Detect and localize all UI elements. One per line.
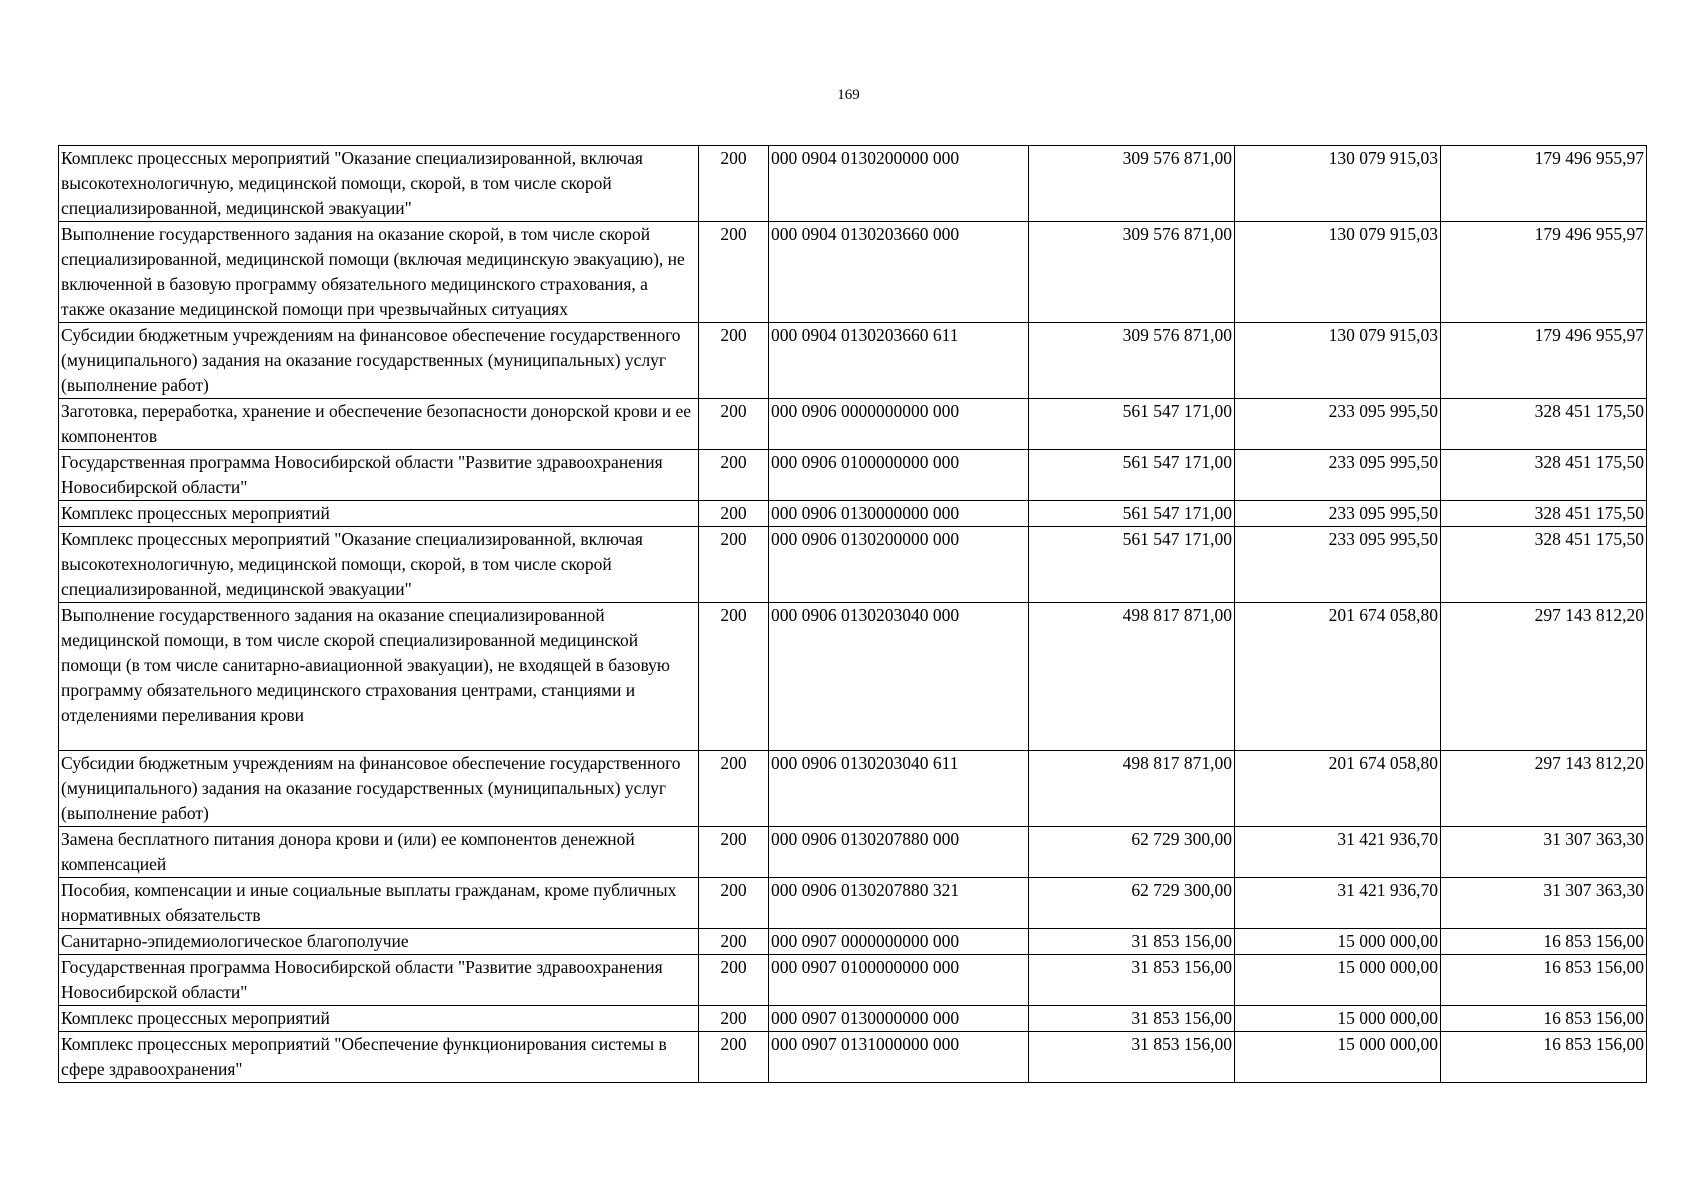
row-code: 200 xyxy=(699,222,769,323)
row-unexecuted: 328 451 175,50 xyxy=(1441,450,1647,501)
row-approved: 498 817 871,00 xyxy=(1029,751,1235,827)
row-unexecuted: 16 853 156,00 xyxy=(1441,955,1647,1006)
table-row xyxy=(59,955,1647,1006)
row-code: 200 xyxy=(699,146,769,222)
row-approved: 31 853 156,00 xyxy=(1029,1032,1235,1083)
row-name: Субсидии бюджетным учреждениям на финансовое обеспечение государственного (муниципального) задания на оказание государственных (муниципальных) услуг (выполнение работ) xyxy=(59,751,699,827)
page-number: 169 xyxy=(837,87,860,103)
row-kbk: 000 0906 0130207880 000 xyxy=(769,827,1029,878)
row-name: Заготовка, переработка, хранение и обеспечение безопасности донорской крови и ее компонентов xyxy=(59,399,699,450)
row-name: Комплекс процессных мероприятий "Обеспечение функционирования системы в сфере здравоохранения" xyxy=(59,1032,699,1083)
row-unexecuted: 297 143 812,20 xyxy=(1441,603,1647,751)
row-kbk: 000 0906 0130000000 000 xyxy=(769,501,1029,527)
row-code: 200 xyxy=(699,955,769,1006)
row-kbk: 000 0904 0130203660 611 xyxy=(769,323,1029,399)
row-executed: 15 000 000,00 xyxy=(1235,1032,1441,1083)
row-name: Государственная программа Новосибирской области "Развитие здравоохранения Новосибирской области" xyxy=(59,955,699,1006)
row-kbk: 000 0907 0131000000 000 xyxy=(769,1032,1029,1083)
row-code: 200 xyxy=(699,751,769,827)
table-row xyxy=(59,399,1647,450)
row-kbk: 000 0904 0130203660 000 xyxy=(769,222,1029,323)
row-executed: 201 674 058,80 xyxy=(1235,603,1441,751)
row-code: 200 xyxy=(699,399,769,450)
row-executed: 130 079 915,03 xyxy=(1235,146,1441,222)
row-kbk: 000 0907 0100000000 000 xyxy=(769,955,1029,1006)
row-name: Комплекс процессных мероприятий xyxy=(59,1006,699,1032)
row-kbk: 000 0906 0130203040 000 xyxy=(769,603,1029,751)
row-kbk: 000 0904 0130200000 000 xyxy=(769,146,1029,222)
row-name: Комплекс процессных мероприятий xyxy=(59,501,699,527)
table-row xyxy=(59,450,1647,501)
row-kbk: 000 0906 0000000000 000 xyxy=(769,399,1029,450)
table-row xyxy=(59,1032,1647,1083)
table-row xyxy=(59,751,1647,827)
row-approved: 309 576 871,00 xyxy=(1029,323,1235,399)
row-approved: 31 853 156,00 xyxy=(1029,929,1235,955)
row-unexecuted: 16 853 156,00 xyxy=(1441,929,1647,955)
row-unexecuted: 179 496 955,97 xyxy=(1441,222,1647,323)
row-kbk: 000 0906 0130203040 611 xyxy=(769,751,1029,827)
row-code: 200 xyxy=(699,323,769,399)
row-executed: 130 079 915,03 xyxy=(1235,222,1441,323)
row-code: 200 xyxy=(699,603,769,751)
table-row xyxy=(59,323,1647,399)
row-approved: 561 547 171,00 xyxy=(1029,527,1235,603)
row-unexecuted: 31 307 363,30 xyxy=(1441,827,1647,878)
row-code: 200 xyxy=(699,501,769,527)
row-approved: 561 547 171,00 xyxy=(1029,501,1235,527)
budget-table xyxy=(58,145,1647,1083)
row-executed: 233 095 995,50 xyxy=(1235,501,1441,527)
row-unexecuted: 179 496 955,97 xyxy=(1441,323,1647,399)
row-kbk: 000 0906 0130200000 000 xyxy=(769,527,1029,603)
row-approved: 309 576 871,00 xyxy=(1029,146,1235,222)
row-kbk: 000 0907 0000000000 000 xyxy=(769,929,1029,955)
row-code: 200 xyxy=(699,827,769,878)
row-approved: 498 817 871,00 xyxy=(1029,603,1235,751)
row-executed: 15 000 000,00 xyxy=(1235,955,1441,1006)
table-row xyxy=(59,878,1647,929)
row-approved: 62 729 300,00 xyxy=(1029,827,1235,878)
row-executed: 31 421 936,70 xyxy=(1235,827,1441,878)
row-kbk: 000 0907 0130000000 000 xyxy=(769,1006,1029,1032)
row-code: 200 xyxy=(699,878,769,929)
row-name: Замена бесплатного питания донора крови и (или) ее компонентов денежной компенсацией xyxy=(59,827,699,878)
row-code: 200 xyxy=(699,450,769,501)
row-name: Субсидии бюджетным учреждениям на финансовое обеспечение государственного (муниципального) задания на оказание государственных (муниципальных) услуг (выполнение работ) xyxy=(59,323,699,399)
row-executed: 233 095 995,50 xyxy=(1235,450,1441,501)
row-unexecuted: 328 451 175,50 xyxy=(1441,527,1647,603)
row-unexecuted: 31 307 363,30 xyxy=(1441,878,1647,929)
row-unexecuted: 297 143 812,20 xyxy=(1441,751,1647,827)
row-executed: 233 095 995,50 xyxy=(1235,527,1441,603)
row-approved: 309 576 871,00 xyxy=(1029,222,1235,323)
row-name: Выполнение государственного задания на оказание специализированной медицинской помощи, в том числе скорой специализированной медицинской помощи (в том числе санитарно-авиационной эвакуации), не входящей в базовую программу обязательного медицинского страхования центрами, станциями и отделениями переливания крови xyxy=(59,603,699,751)
row-unexecuted: 16 853 156,00 xyxy=(1441,1032,1647,1083)
row-kbk: 000 0906 0130207880 321 xyxy=(769,878,1029,929)
row-executed: 130 079 915,03 xyxy=(1235,323,1441,399)
row-approved: 561 547 171,00 xyxy=(1029,399,1235,450)
table-row xyxy=(59,603,1647,751)
row-executed: 233 095 995,50 xyxy=(1235,399,1441,450)
row-executed: 31 421 936,70 xyxy=(1235,878,1441,929)
row-code: 200 xyxy=(699,527,769,603)
row-unexecuted: 16 853 156,00 xyxy=(1441,1006,1647,1032)
row-executed: 201 674 058,80 xyxy=(1235,751,1441,827)
table-row xyxy=(59,501,1647,527)
row-code: 200 xyxy=(699,929,769,955)
table-row xyxy=(59,527,1647,603)
row-executed: 15 000 000,00 xyxy=(1235,1006,1441,1032)
table-row xyxy=(59,1006,1647,1032)
row-unexecuted: 328 451 175,50 xyxy=(1441,399,1647,450)
row-code: 200 xyxy=(699,1006,769,1032)
row-unexecuted: 328 451 175,50 xyxy=(1441,501,1647,527)
row-kbk: 000 0906 0100000000 000 xyxy=(769,450,1029,501)
row-approved: 31 853 156,00 xyxy=(1029,955,1235,1006)
row-name: Пособия, компенсации и иные социальные выплаты гражданам, кроме публичных нормативных обязательств xyxy=(59,878,699,929)
row-approved: 31 853 156,00 xyxy=(1029,1006,1235,1032)
table-row xyxy=(59,146,1647,222)
row-executed: 15 000 000,00 xyxy=(1235,929,1441,955)
table-row xyxy=(59,929,1647,955)
row-name: Государственная программа Новосибирской области "Развитие здравоохранения Новосибирской области" xyxy=(59,450,699,501)
row-approved: 561 547 171,00 xyxy=(1029,450,1235,501)
row-name: Выполнение государственного задания на оказание скорой, в том числе скорой специализированной, медицинской помощи (включая медицинскую эвакуацию), не включенной в базовую программу обязательного медицинского страхования, а также оказание медицинской помощи при чрезвычайных ситуациях xyxy=(59,222,699,323)
row-code: 200 xyxy=(699,1032,769,1083)
row-name: Комплекс процессных мероприятий "Оказание специализированной, включая высокотехнологичную, медицинской помощи, скорой, в том числе скорой специализированной, медицинской эвакуации" xyxy=(59,146,699,222)
row-name: Комплекс процессных мероприятий "Оказание специализированной, включая высокотехнологичную, медицинской помощи, скорой, в том числе скорой специализированной, медицинской эвакуации" xyxy=(59,527,699,603)
table-row xyxy=(59,827,1647,878)
row-name: Санитарно-эпидемиологическое благополучие xyxy=(59,929,699,955)
table-row xyxy=(59,222,1647,323)
row-unexecuted: 179 496 955,97 xyxy=(1441,146,1647,222)
row-approved: 62 729 300,00 xyxy=(1029,878,1235,929)
